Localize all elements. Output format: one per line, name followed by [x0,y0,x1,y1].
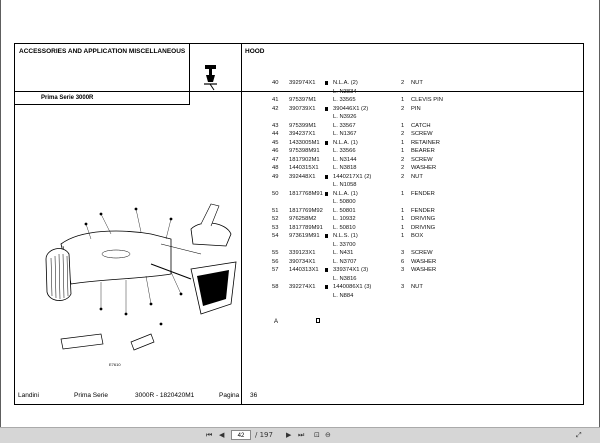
part-number: 1817902M1 [289,156,320,163]
part-row [261,113,581,122]
part-qty: 1 [401,148,405,154]
part-qty: 1 [401,224,405,231]
part-qty: 2 [401,105,405,112]
part-name: NUT [411,80,423,86]
part-note: L. 50801 [333,207,356,214]
part-number: 1817768M91 [289,190,323,197]
part-name: DRIVING [411,216,436,222]
part-qty: 6 [401,258,405,265]
section-title-box [15,44,190,92]
part-name: SCREW [411,156,433,163]
part-number: 1433005M1 [289,139,320,146]
total-pages: / 197 [255,431,273,439]
section-title: ACCESSORIES AND APPLICATION MISCELLANEOUS [19,48,186,55]
part-name: NUT [411,284,423,290]
part-qty: 3 [401,267,405,273]
part-note: 339374X1 (3) [333,267,369,273]
part-ref: 58 [272,284,279,290]
part-ref: 48 [272,165,279,171]
part-row [261,215,581,224]
marker-box-icon [316,318,320,323]
part-note: L. 10932 [333,216,356,222]
part-number: 975399M1 [289,122,317,129]
part-row [261,258,581,267]
part-note: N.L.S. (1) [333,233,358,239]
fender [191,262,236,314]
part-ref: 52 [272,216,279,222]
part-number: 1817769M92 [289,207,323,214]
part-qty: 1 [401,216,405,222]
part-number: 390734X1 [289,258,316,265]
part-ref: 41 [272,97,279,103]
part-number: 1440313X1 [289,267,319,273]
part-name: CLEVIS PIN [411,97,443,103]
replacement-symbol-icon [325,141,330,145]
previous-page-icon[interactable]: ◀ [219,431,225,439]
model-title-box [15,92,190,105]
part-number: 392448X1 [289,173,316,180]
part-ref: 45 [272,139,279,146]
part-number: 976258M2 [289,216,317,222]
part-qty: 1 [401,190,405,197]
part-note: L. 50800 [333,199,356,205]
part-ref: 46 [272,148,279,154]
hitch-logo-icon [190,44,241,91]
fit-page-icon[interactable]: ⊡ [314,431,320,439]
first-page-icon[interactable]: ⏮ [206,431,213,439]
part-name: DRIVING [411,224,436,231]
footer-model-code: 3000R - 1820420M1 [135,392,195,399]
part-note: L. N3707 [333,258,357,265]
part-number: 392274X1 [289,284,316,290]
part-name: PIN [411,105,421,112]
part-name: WASHER [411,267,437,273]
part-number: 1440315X1 [289,165,319,171]
group-title: HOOD [245,48,265,55]
part-note: 390446X1 (2) [333,105,369,112]
part-row [261,130,581,139]
part-note: N.L.A. (1) [333,190,358,197]
part-note: N.L.A. (1) [333,139,358,146]
part-note: L. N3818 [333,165,357,171]
part-ref: 51 [272,207,279,214]
part-row [261,198,581,207]
part-ref: 56 [272,258,279,265]
hood-exploded-diagram [41,184,241,374]
part-row [261,147,581,156]
part-ref: 40 [272,80,279,86]
part-name: RETAINER [411,139,440,146]
part-number: 390739X1 [289,105,316,112]
part-number: 339123X1 [289,250,316,256]
part-ref: 50 [272,190,279,197]
replacement-symbol-icon [325,268,330,272]
part-ref: 57 [272,267,279,273]
part-qty: 2 [401,173,405,180]
part-qty: 2 [401,131,405,137]
part-name: FENDER [411,207,435,214]
part-qty: 2 [401,80,405,86]
logo-box [190,44,241,92]
replacement-symbol-icon [325,107,330,111]
replacement-symbol-icon [325,81,330,85]
part-name: BEARER [411,148,435,154]
part-row [261,173,581,182]
part-qty: 1 [401,122,405,129]
part-name: NUT [411,173,423,180]
part-ref: 42 [272,105,279,112]
part-qty: 1 [401,97,405,103]
part-row [261,164,581,173]
part-name: SCREW [411,131,433,137]
part-note: 1440086X1 (3) [333,284,372,290]
part-number: 394237X1 [289,131,316,137]
part-qty: 2 [401,165,405,171]
footer-page-number: 36 [250,392,258,399]
part-note: L. 33566 [333,148,356,154]
part-row [261,79,581,88]
part-row [261,207,581,216]
part-row [261,105,581,114]
footer-page-label: Pagina [219,392,240,399]
part-qty: 1 [401,139,405,146]
part-note: L. N3926 [333,114,357,120]
part-row [261,266,581,275]
part-note: L. N1058 [333,182,357,188]
part-name: SCREW [411,250,433,256]
part-row [261,139,581,148]
part-row [261,88,581,97]
part-number: 973619M91 [289,233,320,239]
part-row [261,190,581,199]
document-page [1,0,599,427]
part-note: N.L.A. (2) [333,80,358,86]
last-page-icon[interactable]: ⏭ [298,431,305,439]
diagram-column [15,44,242,404]
part-ref: 55 [272,250,279,256]
part-ref: 43 [272,122,279,129]
part-ref: 54 [272,233,279,239]
part-qty: 3 [401,250,405,256]
zoom-out-icon[interactable]: ⊖ [325,431,331,439]
part-note: L. 50810 [333,224,356,231]
part-row [261,275,581,284]
part-note: L. N3816 [333,275,357,282]
model-title: Prima Serie 3000R [41,95,94,101]
part-row [261,181,581,190]
part-number: 975398M91 [289,148,320,154]
diagram-code: E7610 [109,362,121,367]
footer-series: Prima Serie [74,392,108,399]
part-note: L. 33700 [333,241,356,248]
part-name: BOX [411,233,424,239]
part-note: L. N884 [333,292,354,299]
part-ref: 49 [272,173,279,180]
part-name: WASHER [411,258,437,265]
replacement-symbol-icon [325,285,330,289]
part-row [261,249,581,258]
footer-brand: Landini [18,392,39,399]
part-qty: 2 [401,156,405,163]
part-row [261,122,581,131]
part-qty: 3 [401,284,405,290]
part-name: CATCH [411,122,431,129]
part-row [261,283,581,292]
replacement-symbol-icon [325,175,330,179]
part-row [261,156,581,165]
part-note: L. N1367 [333,131,357,137]
part-qty: 1 [401,207,405,214]
part-row [261,292,581,301]
fullscreen-icon[interactable]: ⤢ [576,431,582,439]
part-row [261,96,581,105]
part-qty: 1 [401,233,405,239]
marker-label: A [274,319,279,325]
part-note: L. N431 [333,250,354,256]
part-note: L. N3834 [333,88,357,95]
part-number: 975397M1 [289,97,317,103]
part-ref: 44 [272,131,279,137]
part-number: 1817789M91 [289,224,323,231]
pdf-viewer-toolbar [0,427,600,443]
replacement-symbol-icon [325,234,330,238]
grille [46,249,71,301]
part-ref: 53 [272,224,279,231]
part-note: L. 33567 [333,122,356,129]
part-row [261,232,581,241]
part-number: 392974X1 [289,80,316,86]
part-ref: 47 [272,156,279,163]
page-number-input[interactable] [231,430,251,440]
part-note: L. N3144 [333,156,357,163]
part-row [261,224,581,233]
part-note: 1440217X1 (2) [333,173,372,180]
current-page-value: 42 [237,433,245,439]
part-name: FENDER [411,190,435,197]
part-note: L. 33565 [333,97,356,103]
part-name: WASHER [411,165,437,171]
replacement-symbol-icon [325,192,330,196]
next-page-icon[interactable]: ▶ [286,431,292,439]
parts-list [261,79,581,300]
part-row [261,241,581,250]
